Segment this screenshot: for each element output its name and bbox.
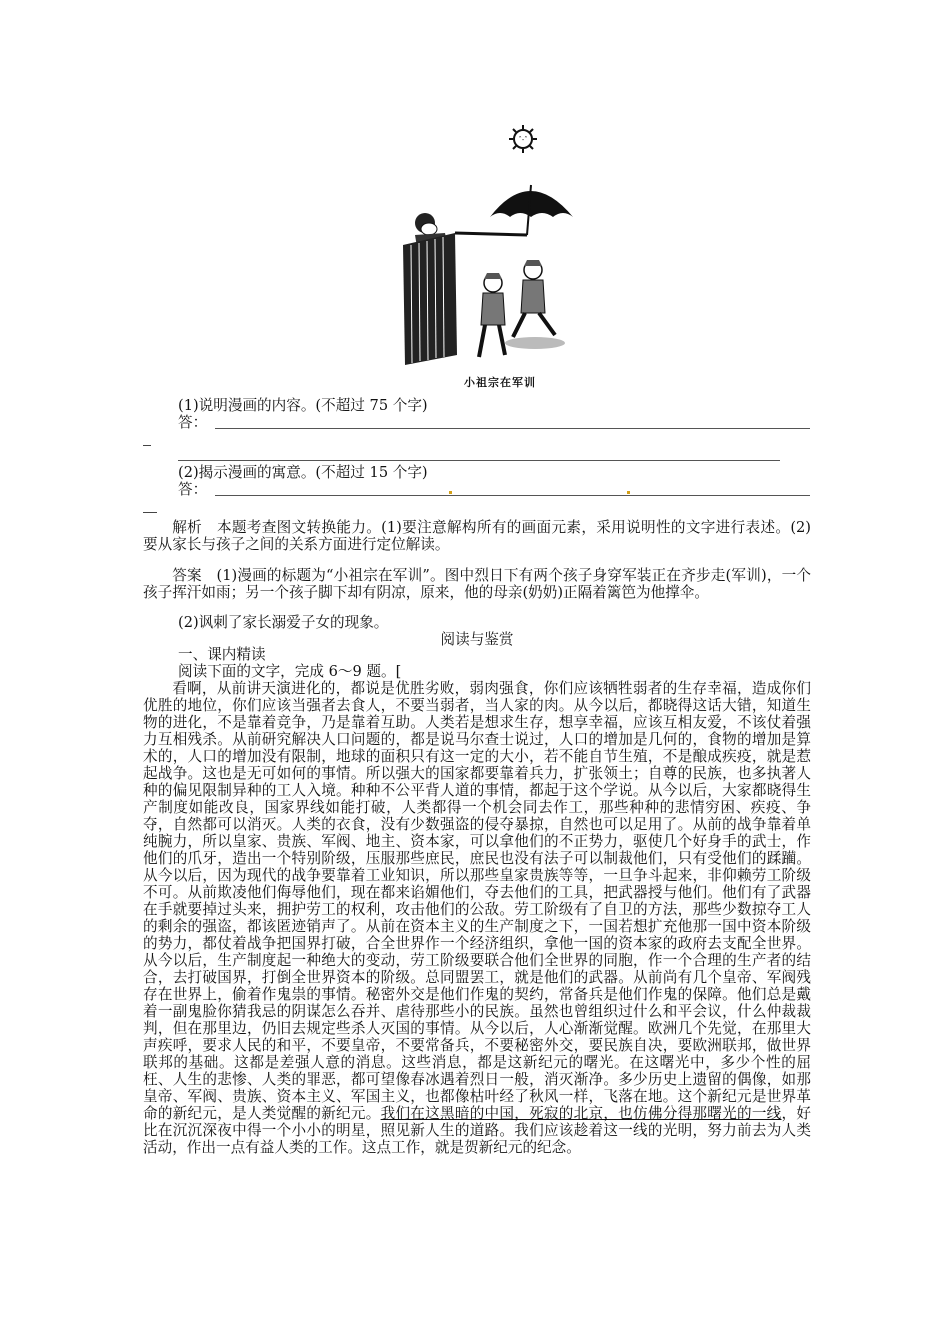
answer-2-line[interactable] bbox=[215, 495, 810, 496]
analysis-text: 解析 本题考查图文转换能力。(1)要注意解构所有的画面元素，采用说明性的文字进行表述。(2)要从家长与孩子之间的关系方面进行定位解读。 bbox=[143, 519, 811, 553]
question-1-prompt: (1)说明漫画的内容。(不超过 75 个字) bbox=[178, 397, 428, 414]
underlined-sentence: 我们在这黑暗的中国，死寂的北京，也仿佛分得那曙光的一线 bbox=[380, 1105, 782, 1122]
cartoon-caption: 小祖宗在军训 bbox=[464, 376, 536, 389]
sun-face: ˆ-ˆ bbox=[518, 136, 528, 144]
reading-instruction: 阅读下面的文字，完成 6～9 题。[ bbox=[178, 663, 402, 680]
child-figure-2 bbox=[505, 260, 565, 349]
reading-passage bbox=[143, 680, 811, 1156]
answer-1-line-1[interactable] bbox=[215, 428, 810, 429]
section-subtitle: 一、课内精读 bbox=[178, 646, 266, 663]
question-2-prompt: (2)揭示漫画的寓意。(不超过 15 个字) bbox=[178, 464, 428, 481]
fence bbox=[403, 233, 457, 365]
answer-2-text: (2)讽刺了家长溺爱子女的现象。 bbox=[178, 614, 389, 631]
answer-2-line-break bbox=[143, 512, 157, 513]
question-2-answer-label: 答： bbox=[178, 481, 208, 498]
answer-1-text: 答案 (1)漫画的标题为“小祖宗在军训”。图中烈日下有两个孩子身穿军装正在齐步走(军训)，一个孩子挥汗如雨；另一个孩子脚下却有阴凉，原来，他的母亲(奶奶)正隔着篱笆为他撑伞。 bbox=[143, 567, 811, 601]
answer-1-line-break bbox=[143, 445, 151, 446]
child-figure-1 bbox=[479, 273, 505, 357]
cartoon-illustration bbox=[395, 125, 595, 375]
section-title: 阅读与鉴赏 bbox=[440, 631, 514, 648]
sun-icon bbox=[509, 125, 537, 153]
passage-body: 看啊，从前讲天演进化的，都说是优胜劣败，弱肉强食，你们应该牺牲弱者的生存幸福，造成你们优胜的地位，你们应该当强者去食人，不要当弱者，当人家的肉。从今以后，都晓得这话大错，知道生物的进化，不是靠着竞争，乃是靠着互助。人类若是想求生存，想享幸福，应该互相友爱，不该仗着强力互相残杀。从前研究解决人口问题的，都是说马尔查士说过，人口的增加是几何的，食物的增加是算术的，人口的增加没有限制，地球的面积只有这一定的大小，若不能自节生殖，不是酿成疾疫，就是惹起战争。这也是无可如何的事情。所以强大的国家都要靠着兵力，扩张领土；自尊的民族，也多执著人种的偏见限制异种的工人入境。种种不公平背人道的事情，都起于这个学说。从今以后，大家都晓得生产制度如能改良，国家界线如能打破，人类都得一个机会同去作工，那些种种的悲情穷困、疾疫、争夺，自然都可以消灭。人类的衣食，没有少数强盗的侵夺暴掠，自然也可以足用了。从前的战争靠着单纯腕力，所以皇家、贵族、军阀、地主、资本家，可以拿他们的不正势力，驱使几个好身手的武士，作他们的爪牙，造出一个特别阶级，压服那些庶民，庶民也没有法子可以制裁他们，只有受他们的蹂躏。从今以后，因为现代的战争要靠着工业知识，所以那些皇家贵族等等，一旦争斗起来，非仰赖劳工阶级不可。从前欺凌他们侮辱他们，现在都来谄媚他们，夺去他们的工具，把武器授与他们。他们有了武器在手就要掉过头来，拥护劳工的权利，攻击他们的公敌。劳工阶级有了自卫的方法，那些少数掠夺工人的剩余的强盗，都该匿迹销声了。从前在资本主义的生产制度之下，一国若想扩充他那一国中资本阶级的势力，都仗着战争把国界打破，合全世界作一个经济组织，拿他一国的资本家的政府去支配全世界。从今以后，生产制度起一种绝大的变动，劳工阶级要联合他们全世界的同胞，作一个合理的生产者的结合，去打破国界，打倒全世界资本的阶级。总同盟罢工，就是他们的武器。从前尚有几个皇帝、军阀残存在世界上，偷着作鬼祟的事情。秘密外交是他们作鬼的契约，常备兵是他们作鬼的保障。他们总是戴着一副鬼脸你猜我忌的阴谋怎么吞并、虐待那些小的民族。虽然也曾组织过什么和平会议，什么仲裁裁判，但在那里边，仍旧去规定些杀人灭国的事情。从今以后，人心渐渐觉醒。欧洲几个先觉，在那里大声疾呼，要求人民的和平，不要皇帝，不要常备兵，不要秘密外交，要民族自决，要欧洲联邦，做世界联邦的基础。这都是差强人意的消息。这些消息，都是这新纪元的曙光。在这曙光中，多少个性的屈枉、人生的悲惨、人类的罪恶，都可望像春冰遇着烈日一般，消灭渐净。多少历史上遗留的偶像，如那皇帝、军阀、贵族、资本主义、军国主义，也都像枯叶经了秋风一样，飞落在地。这个新纪元是世界革命的新纪元，是人类觉醒的新纪元。 bbox=[143, 680, 811, 1122]
question-1-answer-label: 答： bbox=[178, 414, 208, 431]
umbrella-icon bbox=[455, 185, 573, 235]
marker-dot bbox=[449, 491, 452, 494]
passage-tail: ，好比在沉沉深夜中得一个小小的明星，照见新人生的道路。我们应该趁着这一线的光明，努力前去为人类活动，作出一点有益人类的工作。这点工作，就是贺新纪元的纪念。 bbox=[143, 1105, 811, 1156]
marker-dot bbox=[627, 491, 630, 494]
answer-1-line-2[interactable] bbox=[178, 460, 780, 461]
